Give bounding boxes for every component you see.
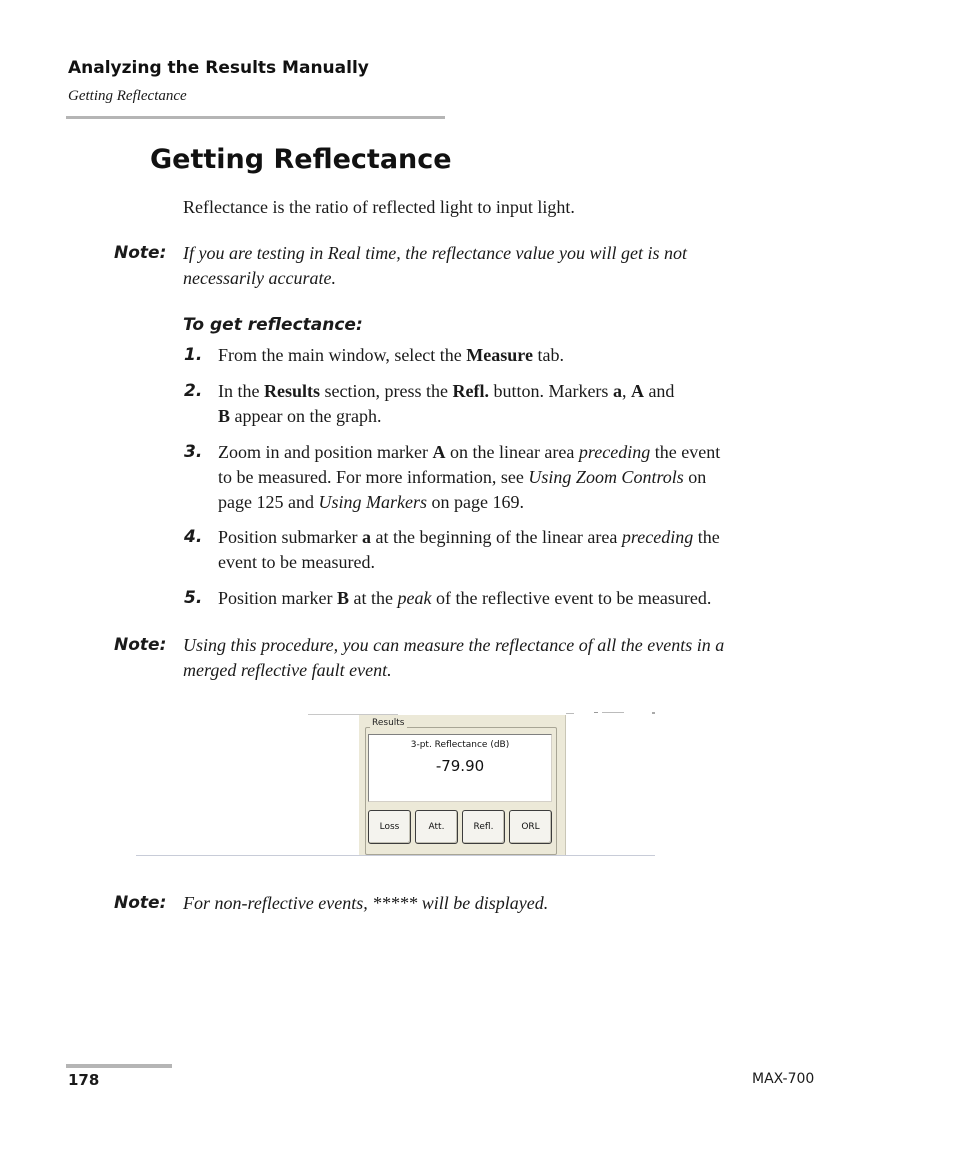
figure-baseline — [136, 855, 655, 856]
page-number: 178 — [68, 1071, 100, 1089]
procedure-title: To get reflectance: — [183, 315, 363, 335]
results-panel — [359, 715, 566, 856]
results-panel-figure — [136, 712, 656, 858]
refl-button[interactable]: Refl. — [462, 810, 505, 844]
note-text: Using this procedure, you can measure the reflectance of all the events in a merged reflective fault event. — [183, 635, 725, 680]
note-text: If you are testing in Real time, the reflectance value you will get is not necessarily accurate. — [183, 243, 688, 288]
reflectance-display-label: 3-pt. Reflectance (dB) — [410, 740, 510, 750]
loss-button[interactable]: Loss — [368, 810, 411, 844]
step-number: 3. — [184, 442, 203, 462]
note-label: Note: — [114, 635, 167, 655]
page-title: Getting Reflectance — [150, 144, 452, 175]
step-text: In the Results section, press the Refl. button. Markers a, A and B appear on the graph. — [218, 381, 675, 426]
running-header-subtitle: Getting Reflectance — [68, 88, 187, 104]
results-group-label: Results — [372, 718, 405, 728]
running-header-title: Analyzing the Results Manually — [68, 58, 369, 78]
step-text: From the main window, select the Measure tab. — [218, 345, 564, 365]
figure-edge-marks — [566, 712, 656, 716]
step-text: Position submarker a at the beginning of the linear area preceding the event to be measured. — [218, 527, 720, 572]
step-number: 5. — [184, 588, 203, 608]
step-number: 1. — [184, 345, 203, 365]
step-text: Position marker B at the peak of the reflective event to be measured. — [218, 588, 712, 608]
note-label: Note: — [114, 243, 167, 263]
note-label: Note: — [114, 893, 167, 913]
note-text: For non-reflective events, ***** will be displayed. — [183, 893, 549, 913]
step-text: Zoom in and position marker A on the linear area preceding the event to be measured. For more information, see Using Zoom Controls on page 125 and Using Markers on page 169. — [218, 442, 721, 512]
product-name: MAX-700 — [752, 1071, 815, 1087]
att-button[interactable]: Att. — [415, 810, 458, 844]
step-number: 2. — [184, 381, 203, 401]
orl-button[interactable]: ORL — [509, 810, 552, 844]
header-rule — [66, 116, 445, 119]
reflectance-display — [368, 734, 552, 802]
intro-paragraph: Reflectance is the ratio of reflected light to input light. — [183, 197, 575, 217]
reflectance-value: -79.90 — [435, 757, 485, 775]
footer-rule — [66, 1064, 172, 1068]
step-number: 4. — [184, 527, 203, 547]
